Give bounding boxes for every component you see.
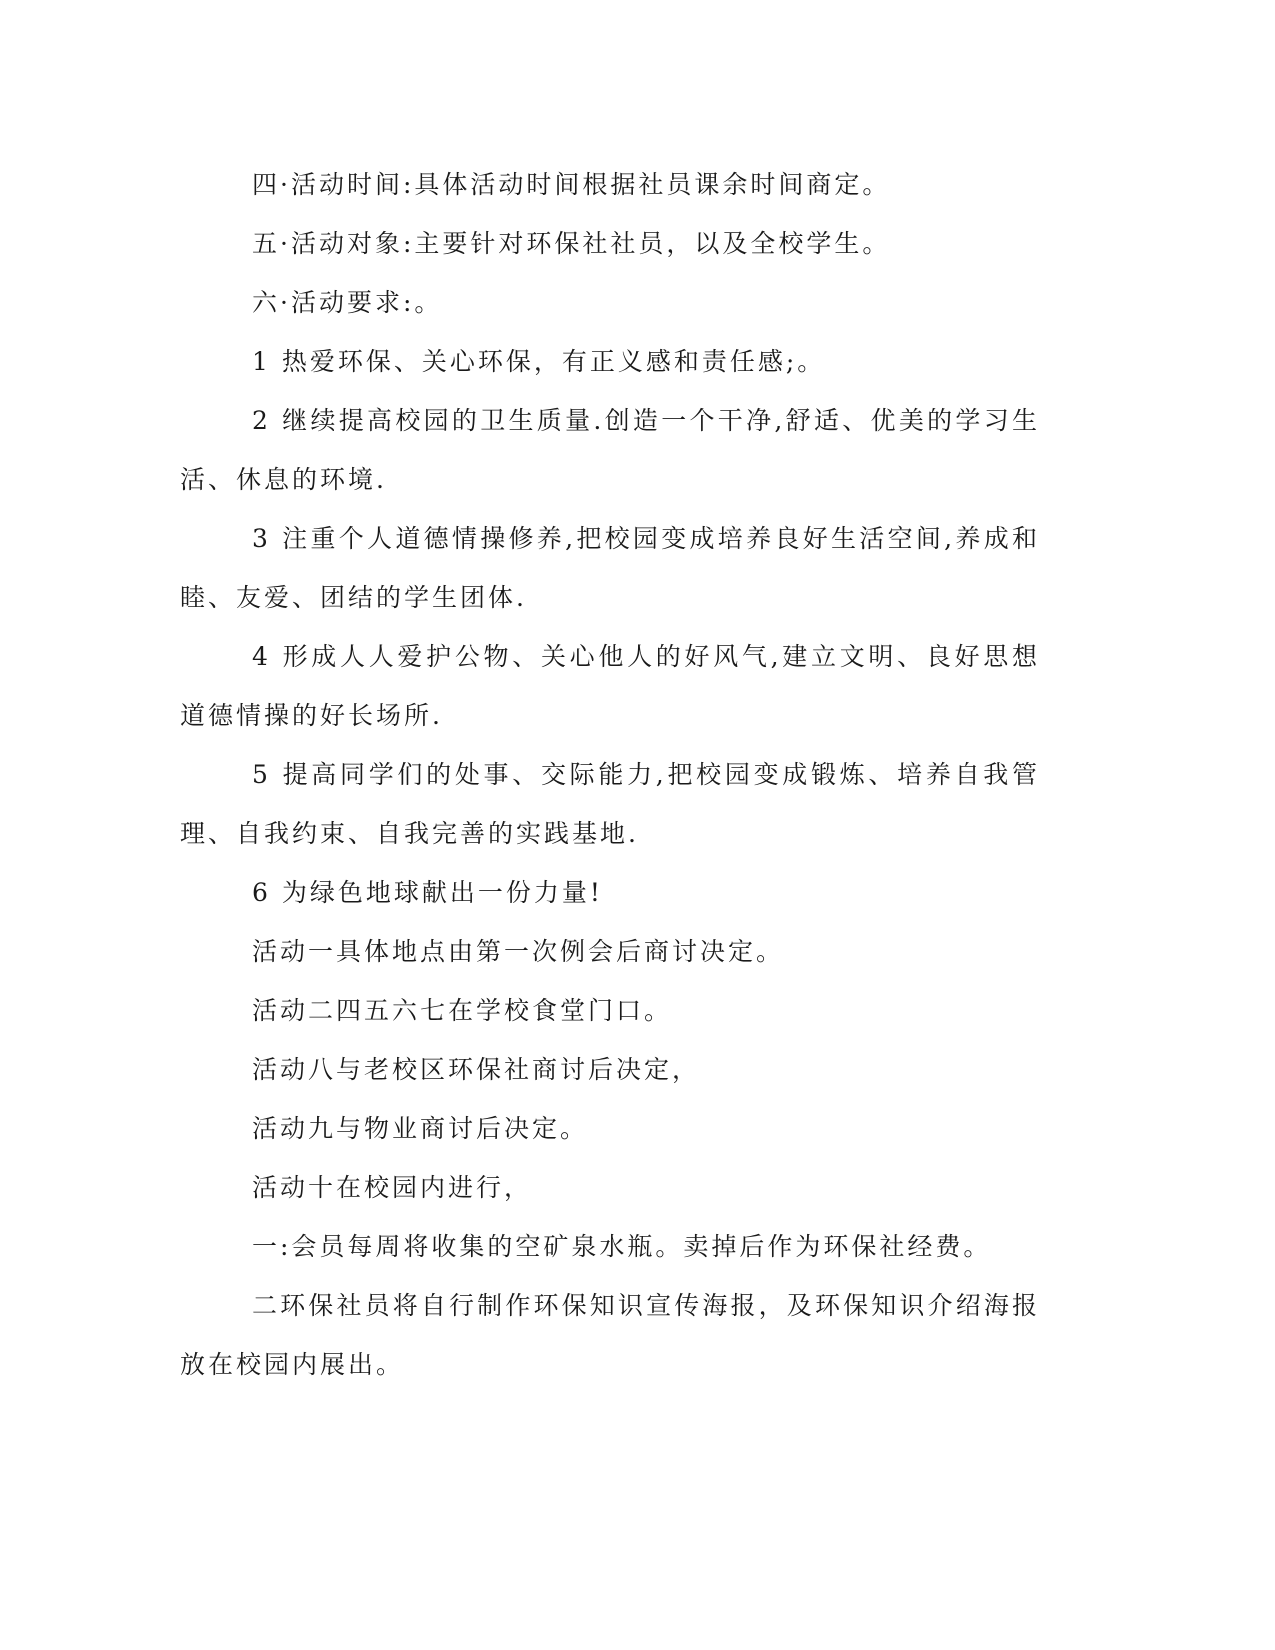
paragraph-activity-requirements: 六·活动要求:。 (252, 288, 443, 317)
paragraph-requirement-1: 1 热爱环保、关心环保，有正义感和责任感;。 (252, 347, 826, 376)
paragraph-requirement-6: 6 为绿色地球献出一份力量! (252, 878, 603, 907)
paragraph-activity-time: 四·活动时间:具体活动时间根据社员课余时间商定。 (252, 170, 891, 199)
document-body (180, 155, 1040, 1394)
paragraph-requirement-4: 4 形成人人爱护公物、关心他人的好风气,建立文明、良好思想道德情操的好长场所. (180, 642, 1040, 730)
paragraph-activity-9-location: 活动九与物业商讨后决定。 (252, 1114, 589, 1143)
paragraph-activity-1-location: 活动一具体地点由第一次例会后商讨决定。 (252, 937, 785, 966)
paragraph-activity-10-location: 活动十在校园内进行， (252, 1173, 533, 1202)
paragraph-activity-2-location: 活动二四五六七在学校食堂门口。 (252, 996, 673, 1025)
paragraph-item-2: 二环保社员将自行制作环保知识宣传海报，及环保知识介绍海报放在校园内展出。 (180, 1291, 1040, 1379)
paragraph-item-1: 一:会员每周将收集的空矿泉水瓶。卖掉后作为环保社经费。 (252, 1232, 992, 1261)
paragraph-requirement-2: 2 继续提高校园的卫生质量.创造一个干净,舒适、优美的学习生活、休息的环境. (180, 406, 1040, 494)
paragraph-activity-8-location: 活动八与老校区环保社商讨后决定， (252, 1055, 701, 1084)
paragraph-activity-target: 五·活动对象:主要针对环保社社员，以及全校学生。 (252, 229, 891, 258)
paragraph-requirement-3: 3 注重个人道德情操修养,把校园变成培养良好生活空间,养成和睦、友爱、团结的学生团体. (180, 524, 1040, 612)
paragraph-requirement-5: 5 提高同学们的处事、交际能力,把校园变成锻炼、培养自我管理、自我约束、自我完善的实践基地. (180, 760, 1040, 848)
